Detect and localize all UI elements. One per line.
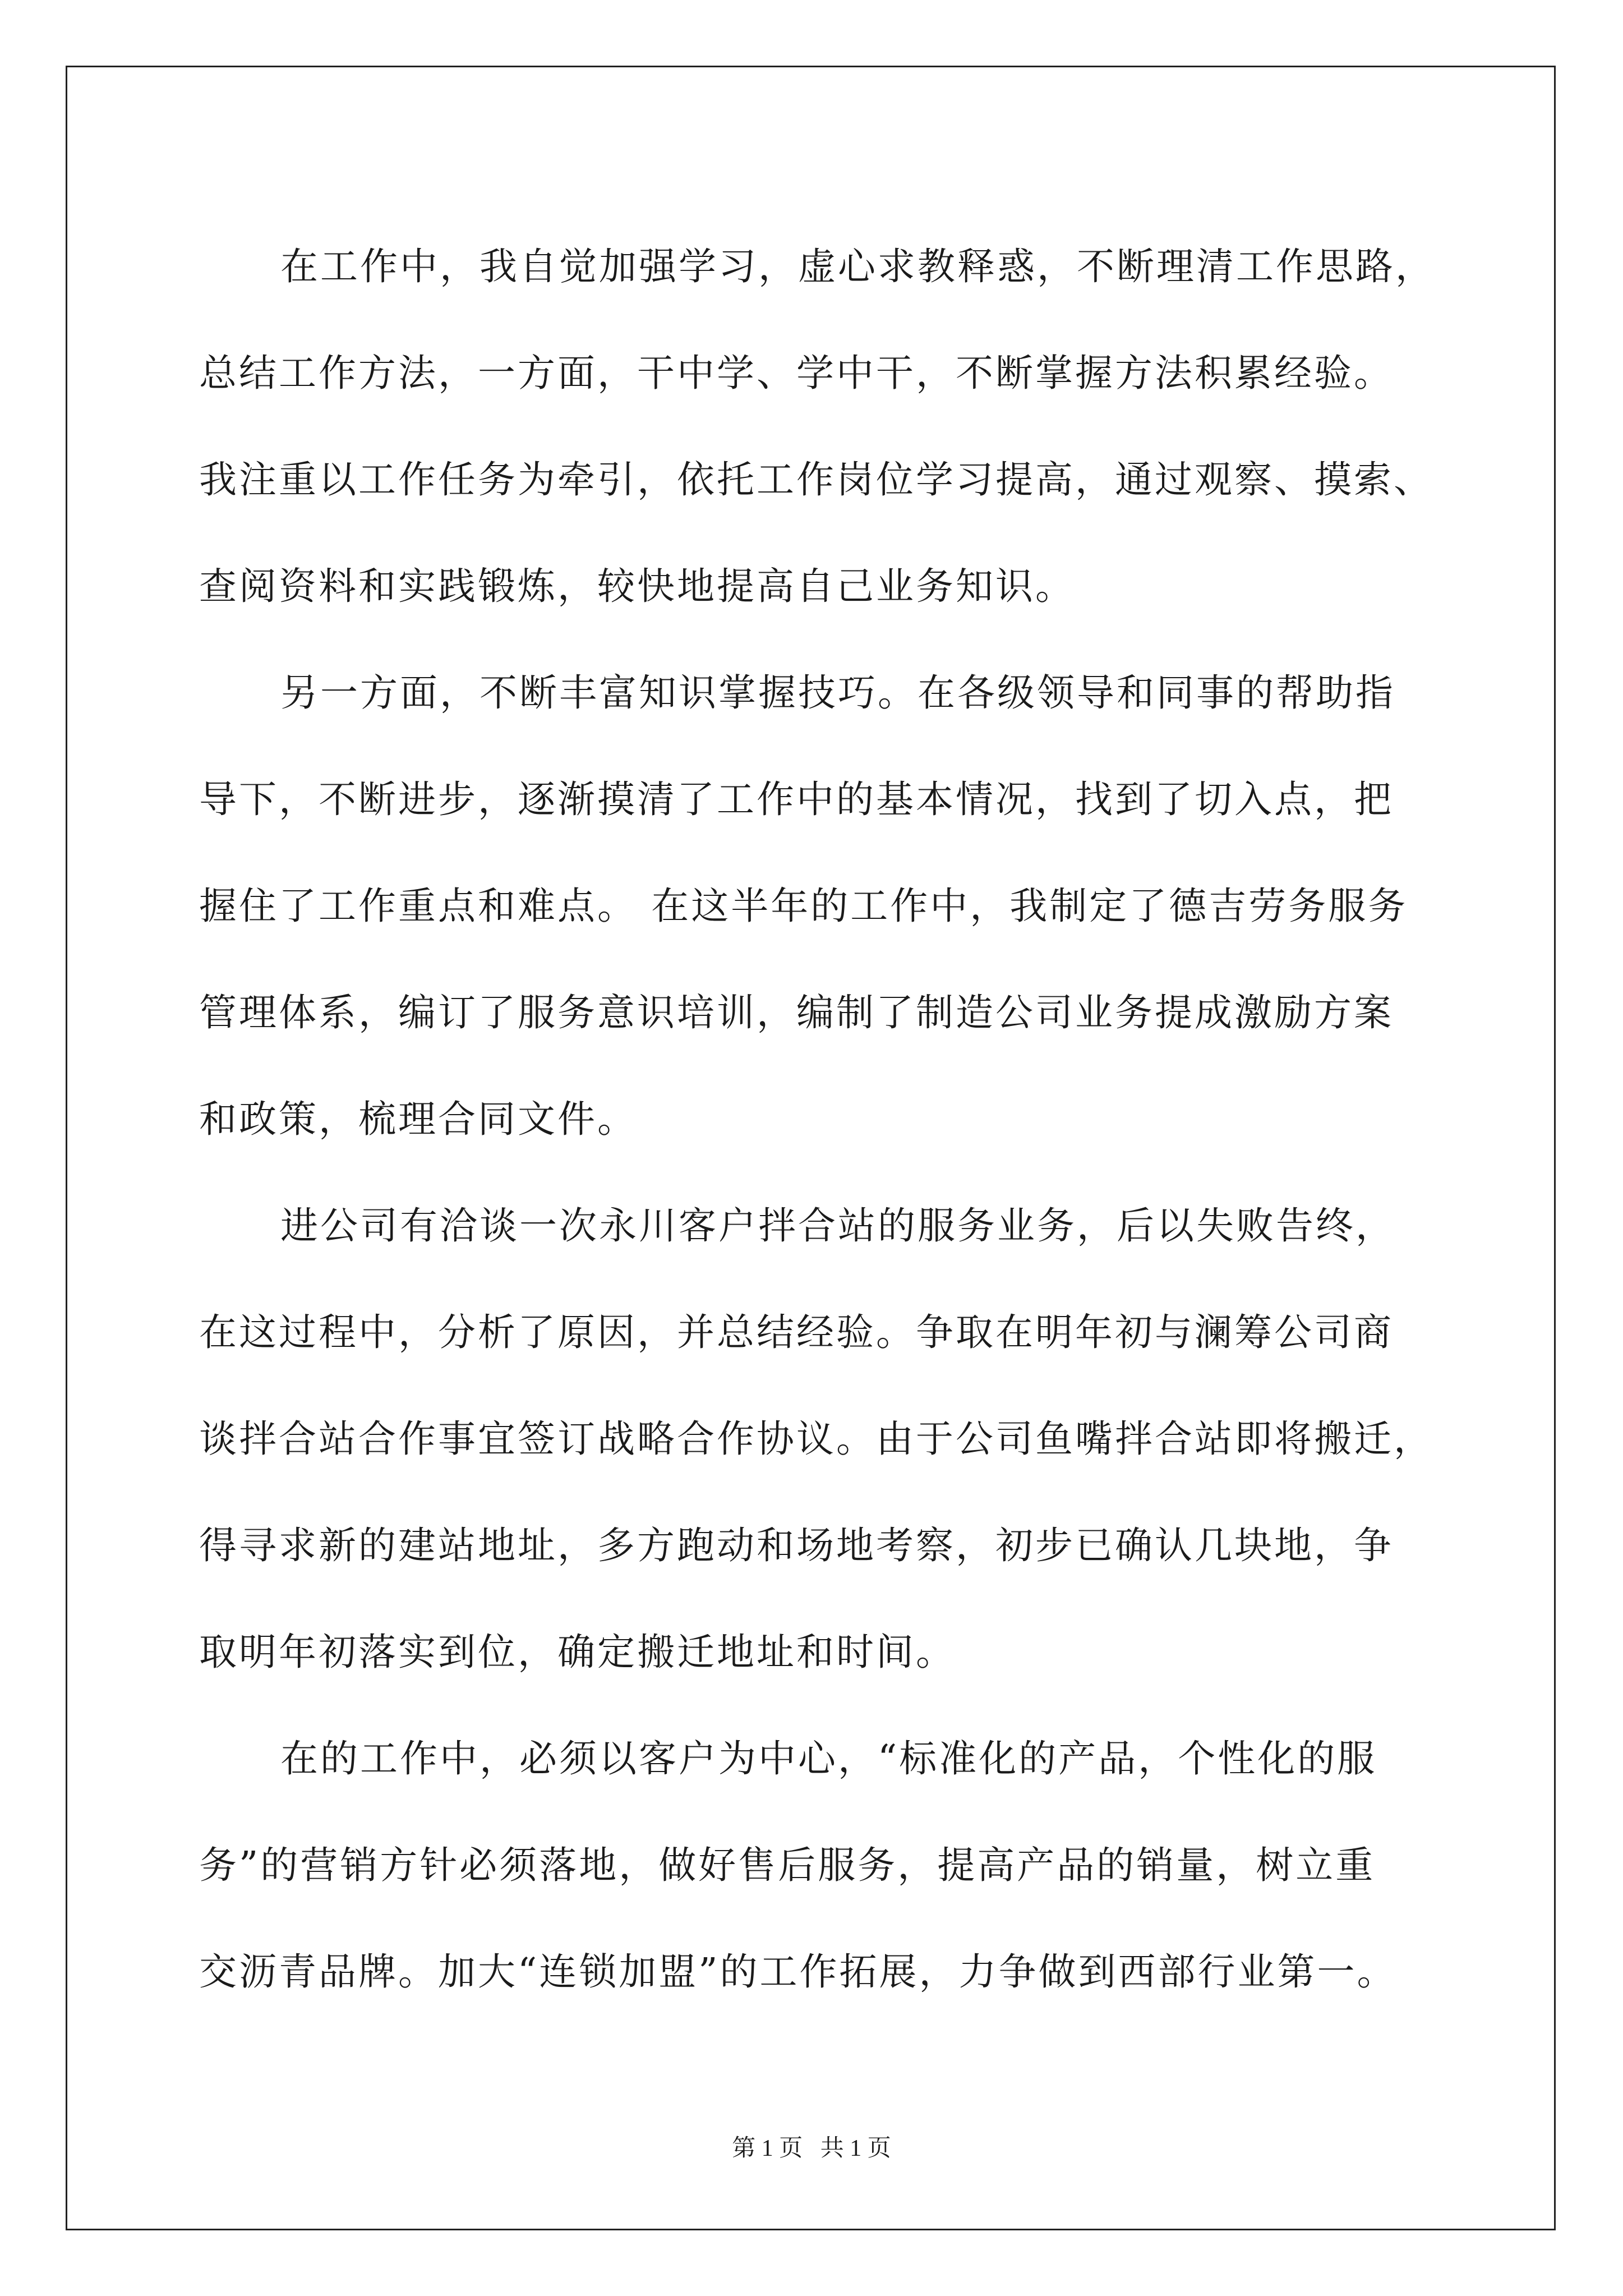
document-body [199, 213, 1467, 2025]
paragraph-line: 和政策，梳理合同文件。 [199, 1097, 637, 1141]
paragraph-line: 交沥青品牌。加大“连锁加盟”的工作拓展，力争做到西部行业第一。 [199, 1950, 1397, 1994]
paragraph-line: 取明年初落实到位，确定搬迁地址和时间。 [199, 1630, 956, 1674]
paragraph-line: 谈拌合站合作事宜签订战略合作协议。由于公司鱼嘴拌合站即将搬迁， [199, 1417, 1433, 1461]
paragraph-line: 另一方面，不断丰富知识掌握技巧。在各级领导和同事的帮助指 [280, 671, 1395, 715]
paragraph-line: 查阅资料和实践锻炼，较快地提高自己业务知识。 [199, 564, 1075, 608]
paragraph-line: 总结工作方法，一方面，干中学、学中干，不断掌握方法积累经验。 [199, 351, 1394, 395]
paragraph-line: 得寻求新的建站地址，多方跑动和场地考察，初步已确认几块地，争 [199, 1524, 1394, 1567]
paragraph-line: 导下，不断进步，逐渐摸清了工作中的基本情况，找到了切入点，把 [199, 777, 1394, 821]
paragraph-line: 在这过程中，分析了原因，并总结经验。争取在明年初与澜筹公司商 [199, 1310, 1394, 1354]
paragraph-line: 管理体系，编订了服务意识培训，编制了制造公司业务提成激励方案 [199, 991, 1394, 1034]
paragraph-line: 握住了工作重点和难点。 在这半年的工作中，我制定了德吉劳务服务 [199, 884, 1408, 928]
paragraph-1 [199, 213, 1467, 639]
paragraph-line: 在工作中，我自觉加强学习，虚心求教释惑，不断理清工作思路， [280, 245, 1435, 288]
paragraph-2 [199, 639, 1467, 1172]
paragraph-4 [199, 1705, 1467, 2025]
paragraph-line: 我注重以工作任务为牵引，依托工作岗位学习提高，通过观察、摸索、 [199, 458, 1433, 501]
paragraph-line: 务”的营销方针必须落地，做好售后服务，提高产品的销量，树立重 [199, 1843, 1376, 1887]
page-number-footer: 第 1 页 共 1 页 [732, 2136, 891, 2161]
paragraph-3 [199, 1172, 1467, 1705]
paragraph-line: 进公司有洽谈一次永川客户拌合站的服务业务，后以失败告终， [280, 1204, 1395, 1248]
paragraph-line: 在的工作中，必须以客户为中心，“标准化的产品，个性化的服 [280, 1737, 1377, 1780]
